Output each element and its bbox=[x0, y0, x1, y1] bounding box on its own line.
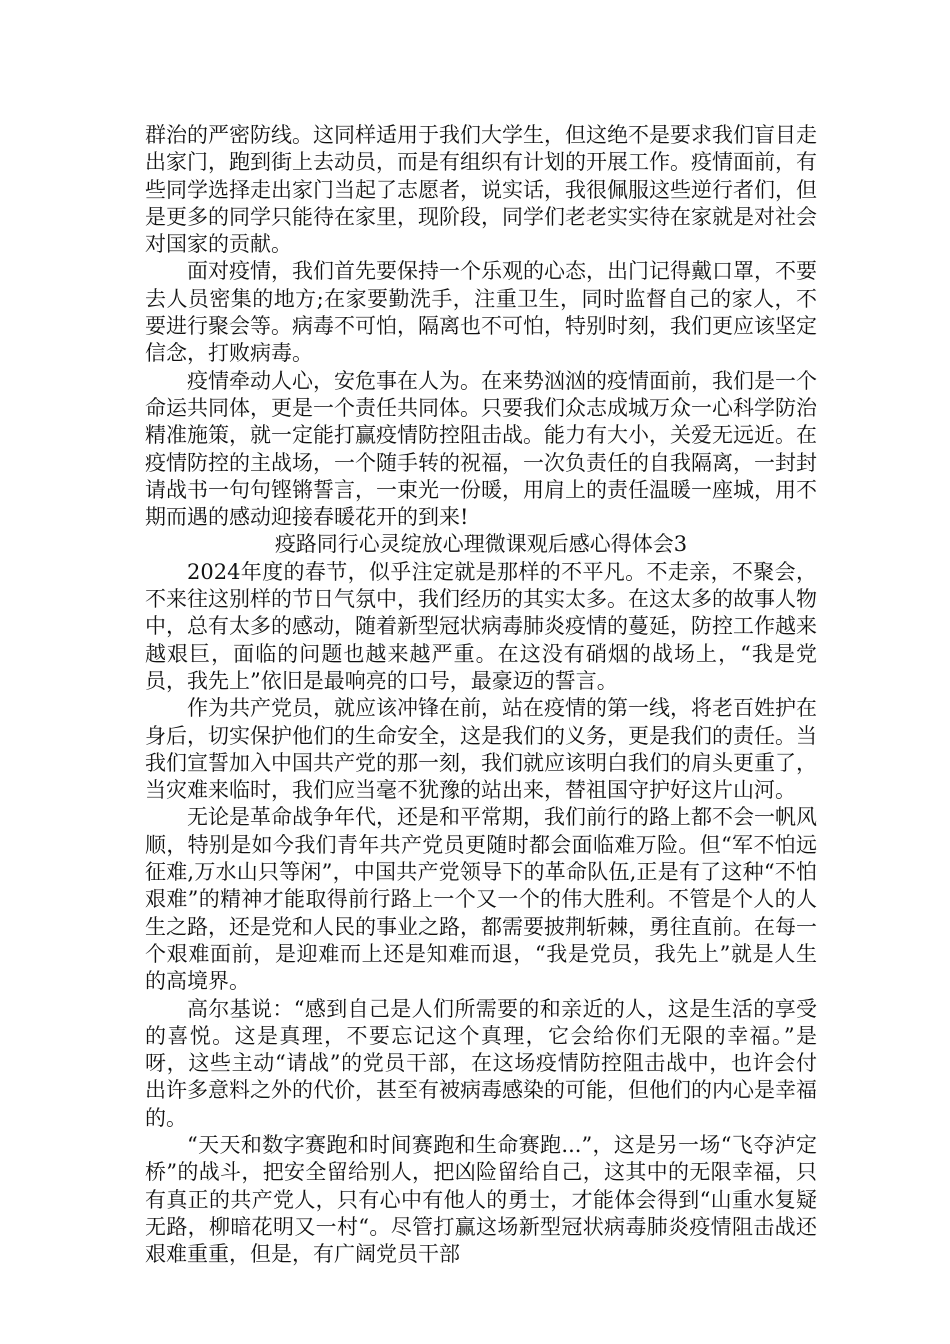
paragraph: “天天和数字赛跑和时间赛跑和生命赛跑...”，这是另一场“飞夺泸定桥”的战斗，把安全留给别人，把凶险留给自己，这其中的无限幸福，只有真正的共产党人，只有心中有他人的勇士，才能体会得到“山重水复疑无路，柳暗花明又一村“。尽管打赢这场新型冠状病毒肺炎疫情阻击战还艰难重重，但是，有广阔党员干部 bbox=[145, 1132, 817, 1267]
paragraph-continued: 群治的严密防线。这同样适用于我们大学生，但这绝不是要求我们盲目走出家门，跑到街上去动员，而是有组织有计划的开展工作。疫情面前，有些同学选择走出家门当起了志愿者，说实话，我很佩服这些逆行者们，但是更多的同学只能待在家里，现阶段，同学们老老实实待在家就是对社会对国家的贡献。 bbox=[145, 123, 817, 257]
section-title: 疫路同行心灵绽放心理微课观后感心得体会3 bbox=[274, 532, 688, 557]
paragraph: 面对疫情，我们首先要保持一个乐观的心态，出门记得戴口罩，不要去人员密集的地方;在家要勤洗手，注重卫生，同时监督自己的家人，不要进行聚会等。病毒不可怕，隔离也不可怕，特别时刻，我们更应该坚定信念，打败病毒。 bbox=[145, 259, 817, 366]
paragraph: 作为共产党员，就应该冲锋在前，站在疫情的第一线，将老百姓护在身后，切实保护他们的生命安全，这是我们的义务，更是我们的责任。当我们宣誓加入中国共产党的那一刻，我们就应该明白我们的肩头更重了，当灾难来临时，我们应当毫不犹豫的站出来，替祖国守护好这片山河。 bbox=[145, 696, 817, 803]
paragraph: 高尔基说：“感到自己是人们所需要的和亲近的人，这是生活的享受的喜悦。这是真理，不要忘记这个真理，它会给你们无限的幸福。”是呀，这些主动“请战”的党员干部，在这场疫情防控阻击战中，也许会付出许多意料之外的代价，甚至有被病毒感染的可能，但他们的内心是幸福的。 bbox=[145, 996, 817, 1130]
paragraph: 2024年度的春节，似乎注定就是那样的不平凡。不走亲，不聚会，不来往这别样的节日气氛中，我们经历的其实太多。在这太多的故事人物中，总有太多的感动，随着新型冠状病毒肺炎疫情的蔓延，防控工作越来越艰巨，面临的问题也越来越严重。在这没有硝烟的战场上，“我是党员，我先上”依旧是最响亮的口号，最豪迈的誓言。 bbox=[145, 559, 817, 693]
paragraph: 无论是革命战争年代，还是和平常期，我们前行的路上都不会一帆风顺，特别是如今我们青年共产党员更随时都会面临难万险。但“军不怕远征难,万水山只等闲”，中国共产党领导下的革命队伍,正是有了这种“不怕艰难”的精神才能取得前行路上一个又一个的伟大胜利。不管是个人的人生之路，还是党和人民的事业之路，都需要披荆斩棘，勇往直前。在每一个艰难面前，是迎难而上还是知难而退，“我是党员，我先上”就是人生的高境界。 bbox=[145, 805, 817, 994]
document-body bbox=[145, 122, 817, 1268]
paragraph: 疫情牵动人心，安危事在人为。在来势汹汹的疫情面前，我们是一个命运共同体，更是一个责任共同体。只要我们众志成城万众一心科学防治精准施策，就一定能打赢疫情防控阻击战。能力有大小，关爱无远近。在疫情防控的主战场，一个随手转的祝福，一次负责任的自我隔离，一封封请战书一句句铿锵誓言，一束光一份暖，用肩上的责任温暖一座城，用不期而遇的感动迎接春暖花开的到来! bbox=[145, 368, 817, 530]
